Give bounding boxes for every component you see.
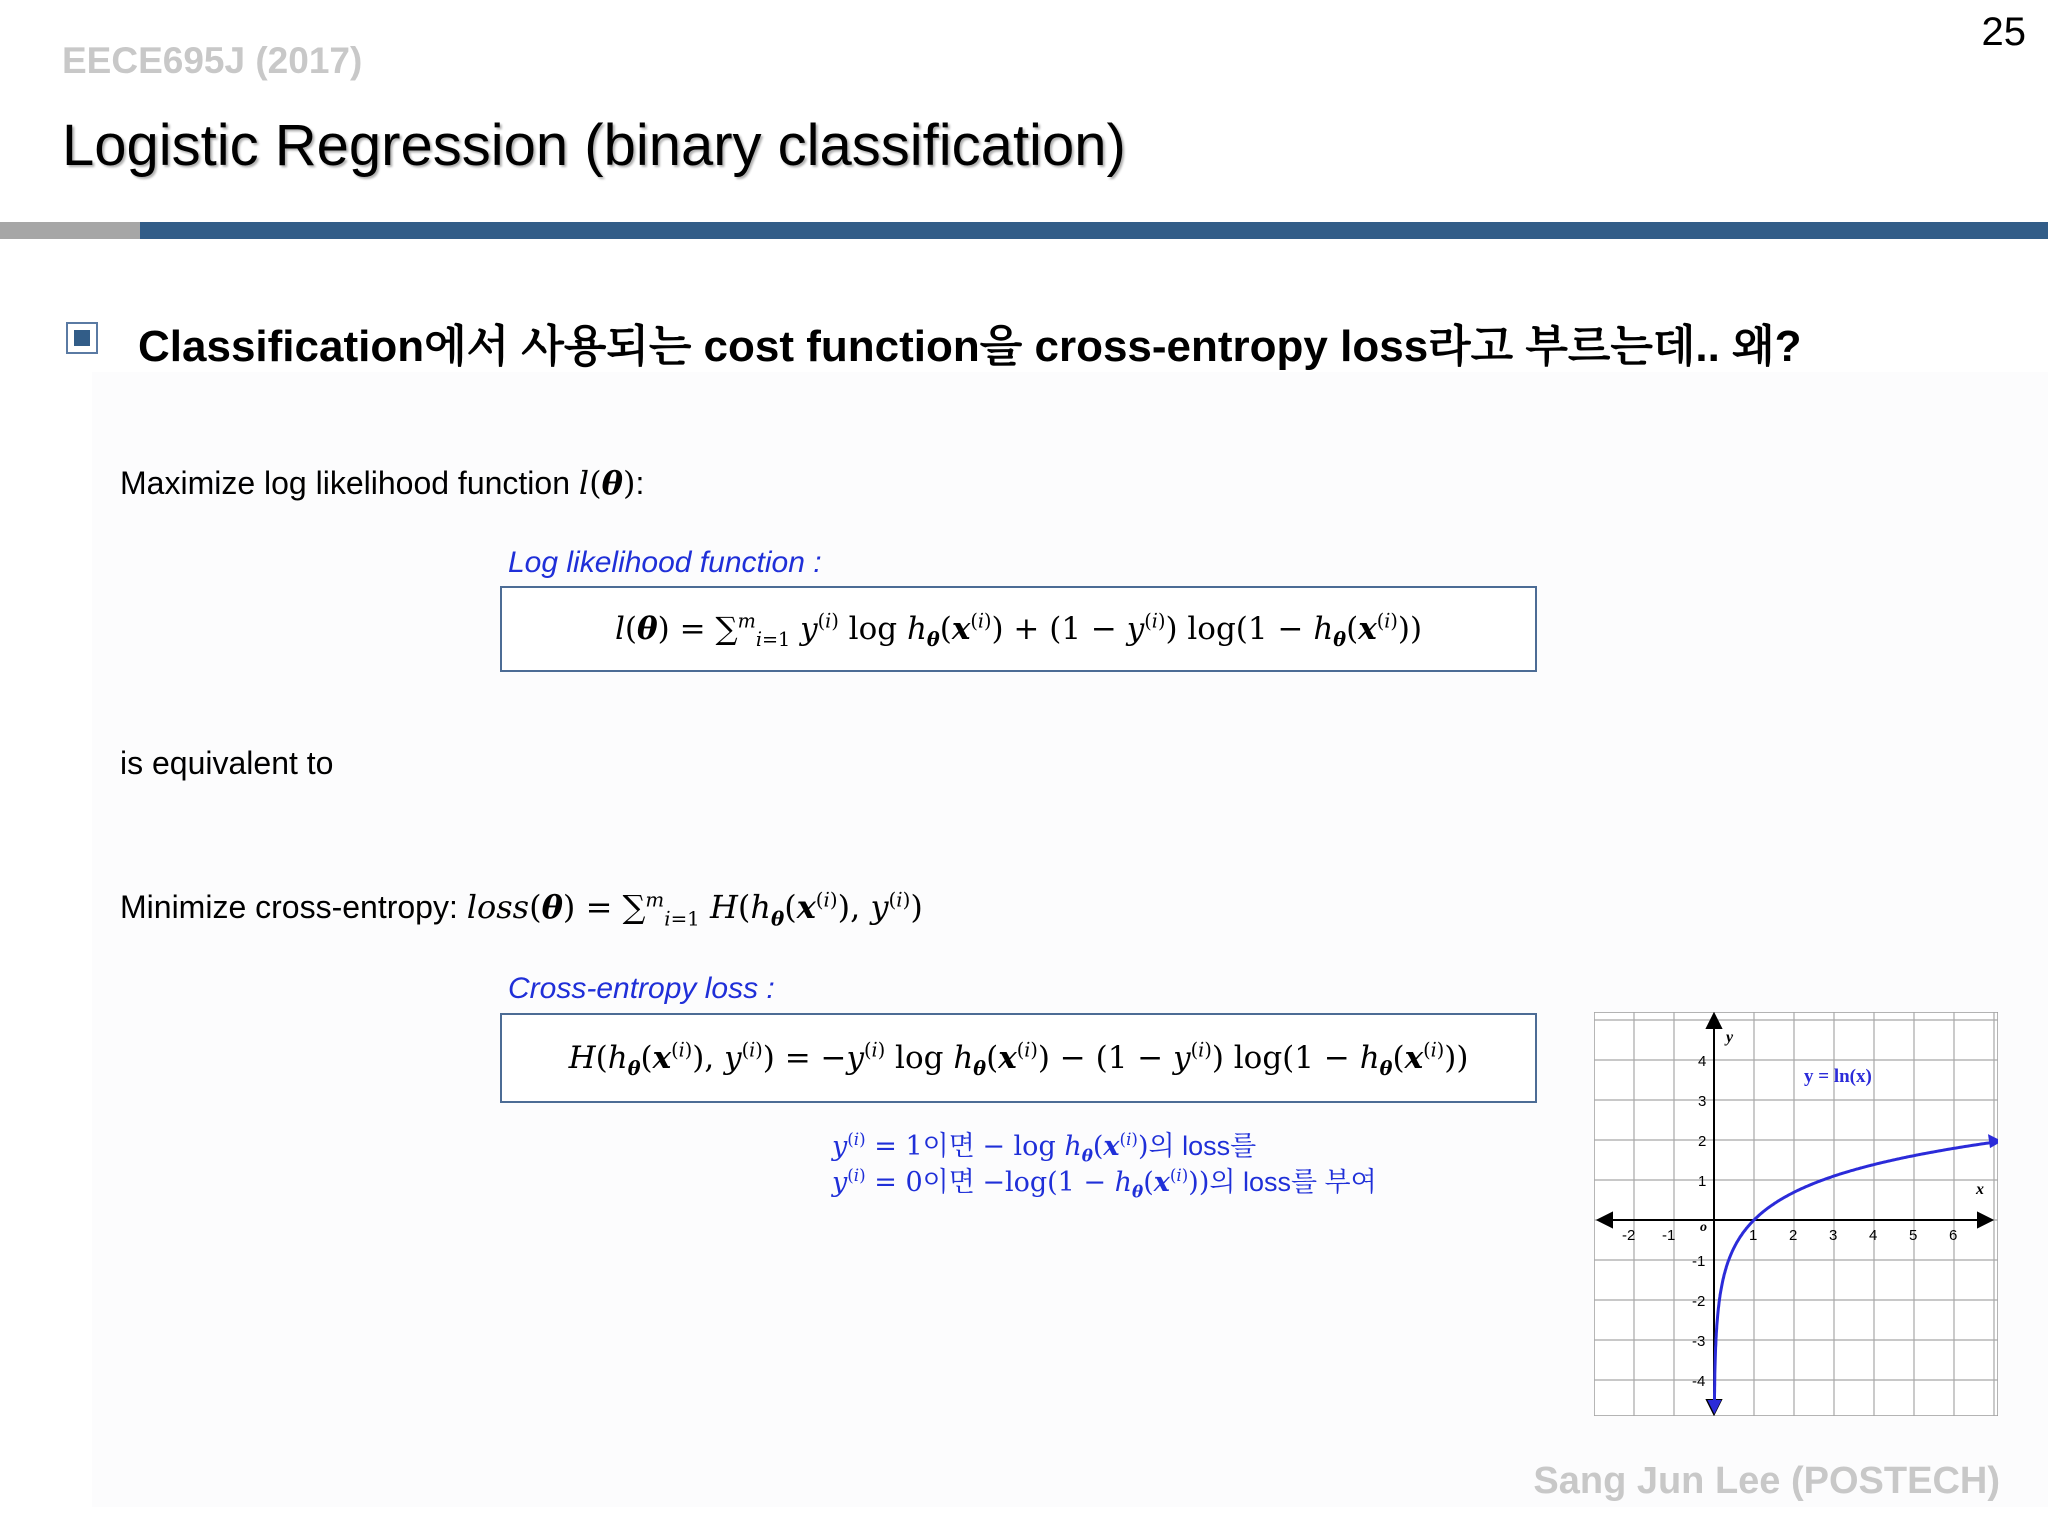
- x-axis-label: x: [1976, 1181, 1984, 1198]
- note-2-math: $-\log(1 - h_\theta(x^{(i)}))$: [982, 1165, 1210, 1202]
- minimize-text: Minimize cross-entropy:: [120, 889, 467, 925]
- y-tick-label: 2: [1698, 1133, 1707, 1150]
- x-tick-label: 6: [1949, 1227, 1958, 1244]
- footer-author: Sang Jun Lee (POSTECH): [1533, 1460, 2000, 1502]
- crossentropy-label: Cross-entropy loss :: [508, 972, 775, 1005]
- x-tick-label: -1: [1662, 1227, 1676, 1244]
- title-rule-gray: [0, 222, 140, 239]
- loglik-equation-box: [500, 586, 1537, 672]
- y-tick-label: 3: [1698, 1093, 1707, 1110]
- maximize-line: [120, 464, 644, 502]
- y-tick-label: -3: [1692, 1333, 1706, 1350]
- minimize-math: loss(θ) = ∑$^m_{i=1}$ $H(h_\theta(x^{(i)})$, $y^{(i)}$): [466, 888, 923, 931]
- x-tick-label: 4: [1869, 1227, 1878, 1244]
- maximize-suffix: :: [635, 465, 645, 501]
- y-tick-label: -2: [1692, 1293, 1706, 1310]
- equivalent-text: is equivalent to: [120, 745, 334, 781]
- y-tick-label: -4: [1692, 1373, 1706, 1390]
- x-tick-label: 2: [1789, 1227, 1798, 1244]
- curve-label: y = ln(x): [1804, 1066, 1872, 1087]
- crossentropy-equation: $H(h_\theta(x^{(i)})$, $y^{(i)}) = -y^{(i)}$ $\log h_\theta(x^{(i)}) - (1 - y^{(i)}) \log(1 - h_\theta(x^{(i)}))$: [568, 1038, 1469, 1081]
- x-tick-label: 3: [1829, 1227, 1838, 1244]
- loglik-equation: l(θ) = ∑$^m_{i=1}$ $y^{(i)}$ $\log h_\theta(x^{(i)}) + (1 - y^{(i)}) \log(1 - h_\theta(x^{(i)}))$: [614, 609, 1423, 652]
- ln-graph: [1594, 1012, 1998, 1416]
- x-tick-label: 5: [1909, 1227, 1918, 1244]
- title-rule-blue: [140, 222, 2048, 239]
- note-line-1: $y^{(i)} = 1$이면 − $\log h_\theta(x^{(i)})$의 loss를: [832, 1129, 1257, 1166]
- slide-title: Logistic Regression (binary classification): [62, 113, 1126, 178]
- page-number: 25: [1981, 10, 2026, 54]
- x-tick-label: 1: [1749, 1227, 1758, 1244]
- crossentropy-equation-box: [500, 1013, 1537, 1103]
- graph-frame: [1594, 1012, 1998, 1416]
- bullet-heading: Classification에서 사용되는 cost function을 cross-entropy loss라고 부르는데.. 왜?: [138, 322, 1802, 371]
- origin-label: o: [1700, 1220, 1707, 1235]
- loglik-label: Log likelihood function :: [508, 546, 822, 579]
- minimize-line: [120, 888, 923, 931]
- maximize-text: Maximize log likelihood function: [120, 465, 579, 501]
- y-tick-label: 1: [1698, 1173, 1707, 1190]
- note-line-2: $y^{(i)} = 0$이면 $-\log(1 - h_\theta(x^{(i)}))$의 loss를 부여: [832, 1165, 1377, 1202]
- y-axis-label: y: [1726, 1029, 1734, 1046]
- maximize-math: l(θ): [578, 464, 636, 502]
- y-tick-label: -1: [1692, 1253, 1706, 1270]
- note-1-math: − $\log h_\theta(x^{(i)})$: [982, 1129, 1149, 1166]
- y-tick-label: 4: [1698, 1053, 1707, 1070]
- bullet-square-icon: [66, 322, 98, 354]
- course-label: EECE695J (2017): [62, 40, 363, 81]
- x-tick-label: -2: [1622, 1227, 1636, 1244]
